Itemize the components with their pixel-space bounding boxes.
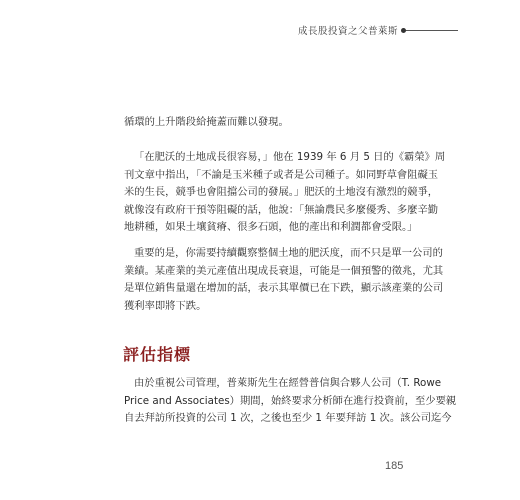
section-paragraph (124, 375, 457, 428)
paragraph-line: 是單位銷售量還在增加的話，表示其單價已在下跌，顯示該產業的公司 (124, 282, 444, 294)
paragraph-line: 就像沒有政府干預等阻礙的話，他說：「無論農民多麼優秀、多麼辛勤 (124, 203, 439, 216)
paragraph-2 (124, 149, 446, 237)
section-body-text (124, 375, 457, 428)
section-heading: 評估指標 (123, 345, 192, 364)
paragraph-line: 刊文章中指出，「不論是玉米種子或者是公司種子。如同野草會阻礙玉 (124, 168, 439, 181)
paragraph-line: 循環的上升階段給掩蓋而難以發現。 (124, 116, 289, 128)
paragraph-line: 地耕種，如果土壤貧瘠、很多石頭，他的產出和利潤都會受限。」 (124, 221, 418, 233)
paragraph-line: 獲利率即將下跌。 (124, 299, 207, 312)
paragraph-line: 業績。某產業的美元產值出現成長衰退，可能是一個預警的徵兆，尤其 (124, 264, 444, 277)
paragraph-line: 自去拜訪所投資的公司 1 次，之後也至少 1 年要拜訪 1 次。該公司迄今 (124, 412, 452, 424)
running-header (298, 23, 458, 37)
header-rule-decoration (404, 30, 458, 31)
running-header-title: 成長股投資之父普萊斯 (297, 26, 398, 37)
paragraph-line: 米的生長，競爭也會阻擋公司的發展。」肥沃的土地沒有激烈的競爭， (124, 186, 439, 198)
paragraph-line: 重要的是，你需要持續觀察整個土地的肥沃度，而不只是單一公司的 (134, 247, 443, 259)
paragraph-1 (124, 114, 289, 132)
paragraph-line: 由於重視公司管理，普萊斯先生在經營普信與合夥人公司（T. Rowe (134, 377, 442, 389)
paragraph-3 (124, 245, 444, 315)
page-number: 185 (385, 460, 404, 472)
paragraph-line: Price and Associates）期間，始終要求分析師在進行投資前，至少要親 (124, 394, 457, 407)
paragraph-line: 「在肥沃的土地成長很容易，」他在 1939 年 6 月 5 日的《霸榮》周 (134, 151, 446, 163)
